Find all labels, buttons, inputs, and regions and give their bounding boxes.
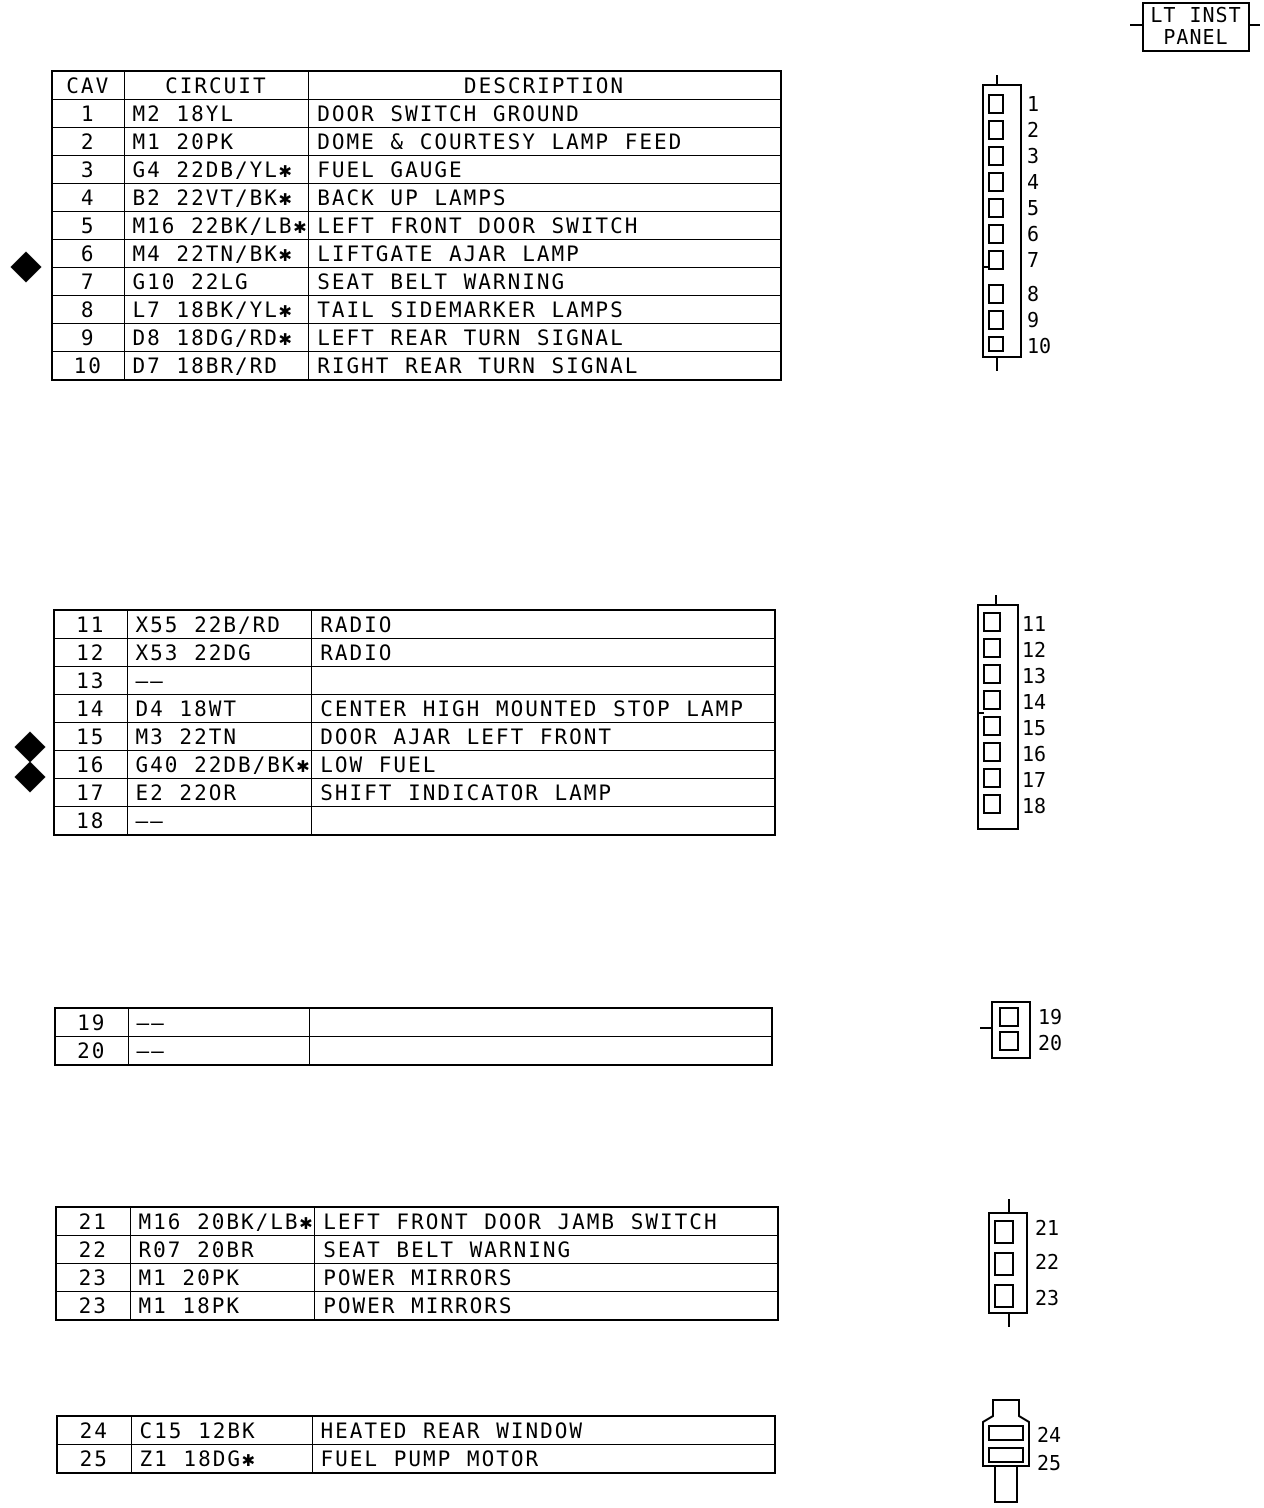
circuit-cell: B2 22VT/BK✱	[124, 184, 309, 212]
circuit-cell: ——	[128, 1008, 309, 1037]
table-row	[52, 268, 781, 296]
connector-pin-label: 13	[1022, 664, 1047, 688]
connector-pin-label: 24	[1037, 1423, 1062, 1447]
table-row	[54, 751, 775, 779]
cav-cell: 12	[54, 639, 127, 667]
table-row	[52, 324, 781, 352]
cav-cell: 11	[54, 610, 127, 639]
table-row	[57, 1445, 775, 1474]
pinout-table-4	[55, 1206, 779, 1321]
description-cell: CENTER HIGH MOUNTED STOP LAMP	[312, 695, 775, 723]
table-row	[54, 667, 775, 695]
connector-5-icon	[975, 1394, 1075, 1506]
circuit-cell: M1 18PK	[130, 1292, 315, 1321]
connector-pin-label: 11	[1022, 612, 1047, 636]
description-cell: FUEL GAUGE	[309, 156, 781, 184]
diamond-marker-icon	[10, 251, 41, 282]
connector-pin-label: 1	[1027, 92, 1040, 116]
connector-pin-label: 7	[1027, 248, 1040, 272]
circuit-cell: ——	[128, 1037, 309, 1066]
connector-pin-label: 4	[1027, 170, 1040, 194]
circuit-cell: M16 20BK/LB✱	[130, 1207, 315, 1236]
connector-pin-label: 14	[1022, 690, 1047, 714]
connector-pin-label: 19	[1038, 1005, 1063, 1029]
circuit-cell: G10 22LG	[124, 268, 309, 296]
table-row	[56, 1207, 778, 1236]
cav-cell: 19	[55, 1008, 128, 1037]
cav-cell: 18	[54, 807, 127, 836]
diamond-marker-icon	[14, 731, 45, 762]
cav-cell: 2	[52, 128, 124, 156]
description-cell: BACK UP LAMPS	[309, 184, 781, 212]
description-cell: RADIO	[312, 639, 775, 667]
connector-1-icon	[975, 75, 1065, 375]
connector-pin-label: 21	[1035, 1216, 1060, 1240]
description-cell: POWER MIRRORS	[315, 1264, 778, 1292]
circuit-cell: M1 20PK	[130, 1264, 315, 1292]
connector-pin-label: 5	[1027, 196, 1040, 220]
description-cell: RADIO	[312, 610, 775, 639]
circuit-cell: ——	[127, 667, 312, 695]
connector-pin-label: 10	[1027, 334, 1052, 358]
circuit-cell: M3 22TN	[127, 723, 312, 751]
circuit-cell: R07 20BR	[130, 1236, 315, 1264]
table-row	[52, 128, 781, 156]
description-cell: DOOR SWITCH GROUND	[309, 100, 781, 128]
connector-pin-label: 25	[1037, 1451, 1062, 1475]
table-row	[55, 1008, 772, 1037]
cav-cell: 23	[56, 1292, 130, 1321]
description-cell: TAIL SIDEMARKER LAMPS	[309, 296, 781, 324]
pinout-table-2	[53, 609, 776, 836]
table-row	[54, 807, 775, 836]
cav-cell: 5	[52, 212, 124, 240]
cav-cell: 16	[54, 751, 127, 779]
description-cell: DOME & COURTESY LAMP FEED	[309, 128, 781, 156]
connector-pin-label: 15	[1022, 716, 1047, 740]
cav-cell: 1	[52, 100, 124, 128]
table-row	[52, 184, 781, 212]
circuit-cell: Z1 18DG✱	[131, 1445, 312, 1474]
table-row	[54, 639, 775, 667]
connector-title	[1142, 2, 1250, 52]
connector-pin-label: 9	[1027, 308, 1040, 332]
circuit-cell: G40 22DB/BK✱	[127, 751, 312, 779]
description-cell: POWER MIRRORS	[315, 1292, 778, 1321]
description-cell	[312, 807, 775, 836]
cav-cell: 13	[54, 667, 127, 695]
connector-pin-label: 3	[1027, 144, 1040, 168]
circuit-cell: M2 18YL	[124, 100, 309, 128]
connector-2-icon	[972, 595, 1062, 835]
cav-cell: 22	[56, 1236, 130, 1264]
circuit-cell: D4 18WT	[127, 695, 312, 723]
description-cell: DOOR AJAR LEFT FRONT	[312, 723, 775, 751]
connector-pin-label: 6	[1027, 222, 1040, 246]
description-cell: HEATED REAR WINDOW	[312, 1416, 775, 1445]
table-row	[52, 156, 781, 184]
description-cell: LEFT FRONT DOOR SWITCH	[309, 212, 781, 240]
description-cell: LOW FUEL	[312, 751, 775, 779]
connector-pin-label: 18	[1022, 794, 1047, 818]
cav-cell: 9	[52, 324, 124, 352]
header-cav: CAV	[52, 71, 124, 100]
connector-3-icon	[978, 998, 1073, 1068]
table-row	[52, 296, 781, 324]
connector-pin-label: 8	[1027, 282, 1040, 306]
table-row	[54, 723, 775, 751]
circuit-cell: D7 18BR/RD	[124, 352, 309, 381]
cav-cell: 3	[52, 156, 124, 184]
circuit-cell: M1 20PK	[124, 128, 309, 156]
cav-cell: 6	[52, 240, 124, 268]
circuit-cell: X53 22DG	[127, 639, 312, 667]
description-cell: LIFTGATE AJAR LAMP	[309, 240, 781, 268]
description-cell: FUEL PUMP MOTOR	[312, 1445, 775, 1474]
connector-pin-label: 17	[1022, 768, 1047, 792]
cav-cell: 8	[52, 296, 124, 324]
description-cell: LEFT FRONT DOOR JAMB SWITCH	[315, 1207, 778, 1236]
pinout-table-3	[54, 1007, 773, 1066]
connector-pin-label: 16	[1022, 742, 1047, 766]
cav-cell: 15	[54, 723, 127, 751]
circuit-cell: E2 22OR	[127, 779, 312, 807]
cav-cell: 10	[52, 352, 124, 381]
connector-pin-label: 2	[1027, 118, 1040, 142]
connector-pin-label: 23	[1035, 1286, 1060, 1310]
description-cell: SHIFT INDICATOR LAMP	[312, 779, 775, 807]
description-cell	[309, 1037, 772, 1066]
connector-title-line2: PANEL	[1163, 25, 1229, 49]
table-row	[54, 610, 775, 639]
circuit-cell: D8 18DG/RD✱	[124, 324, 309, 352]
cav-cell: 20	[55, 1037, 128, 1066]
cav-cell: 7	[52, 268, 124, 296]
connector-pin-label: 20	[1038, 1031, 1063, 1055]
cav-cell: 25	[57, 1445, 131, 1474]
table-row	[52, 352, 781, 381]
cav-cell: 17	[54, 779, 127, 807]
connector-pin-label: 22	[1035, 1250, 1060, 1274]
circuit-cell: L7 18BK/YL✱	[124, 296, 309, 324]
description-cell: RIGHT REAR TURN SIGNAL	[309, 352, 781, 381]
cav-cell: 24	[57, 1416, 131, 1445]
circuit-cell: G4 22DB/YL✱	[124, 156, 309, 184]
table-row	[55, 1037, 772, 1066]
connector-4-icon	[983, 1195, 1073, 1335]
table-row	[52, 212, 781, 240]
table-row	[57, 1416, 775, 1445]
header-description: DESCRIPTION	[309, 71, 781, 100]
description-cell	[309, 1008, 772, 1037]
connector-pin-label: 12	[1022, 638, 1047, 662]
title-lead-left	[1130, 24, 1142, 26]
pinout-table-1	[51, 70, 782, 381]
description-cell: SEAT BELT WARNING	[309, 268, 781, 296]
circuit-cell: ——	[127, 807, 312, 836]
table-row	[56, 1236, 778, 1264]
pinout-table-5	[56, 1415, 776, 1474]
description-cell: SEAT BELT WARNING	[315, 1236, 778, 1264]
circuit-cell: C15 12BK	[131, 1416, 312, 1445]
header-circuit: CIRCUIT	[124, 71, 309, 100]
connector-title-line1: LT INST	[1150, 3, 1242, 27]
table-row	[52, 240, 781, 268]
description-cell	[312, 667, 775, 695]
diamond-marker-icon	[14, 761, 45, 792]
circuit-cell: M4 22TN/BK✱	[124, 240, 309, 268]
table-header-row	[52, 71, 781, 100]
table-row	[56, 1292, 778, 1321]
table-row	[56, 1264, 778, 1292]
cav-cell: 21	[56, 1207, 130, 1236]
circuit-cell: M16 22BK/LB✱	[124, 212, 309, 240]
table-row	[52, 100, 781, 128]
circuit-cell: X55 22B/RD	[127, 610, 312, 639]
table-row	[54, 779, 775, 807]
table-row	[54, 695, 775, 723]
description-cell: LEFT REAR TURN SIGNAL	[309, 324, 781, 352]
cav-cell: 4	[52, 184, 124, 212]
cav-cell: 14	[54, 695, 127, 723]
cav-cell: 23	[56, 1264, 130, 1292]
